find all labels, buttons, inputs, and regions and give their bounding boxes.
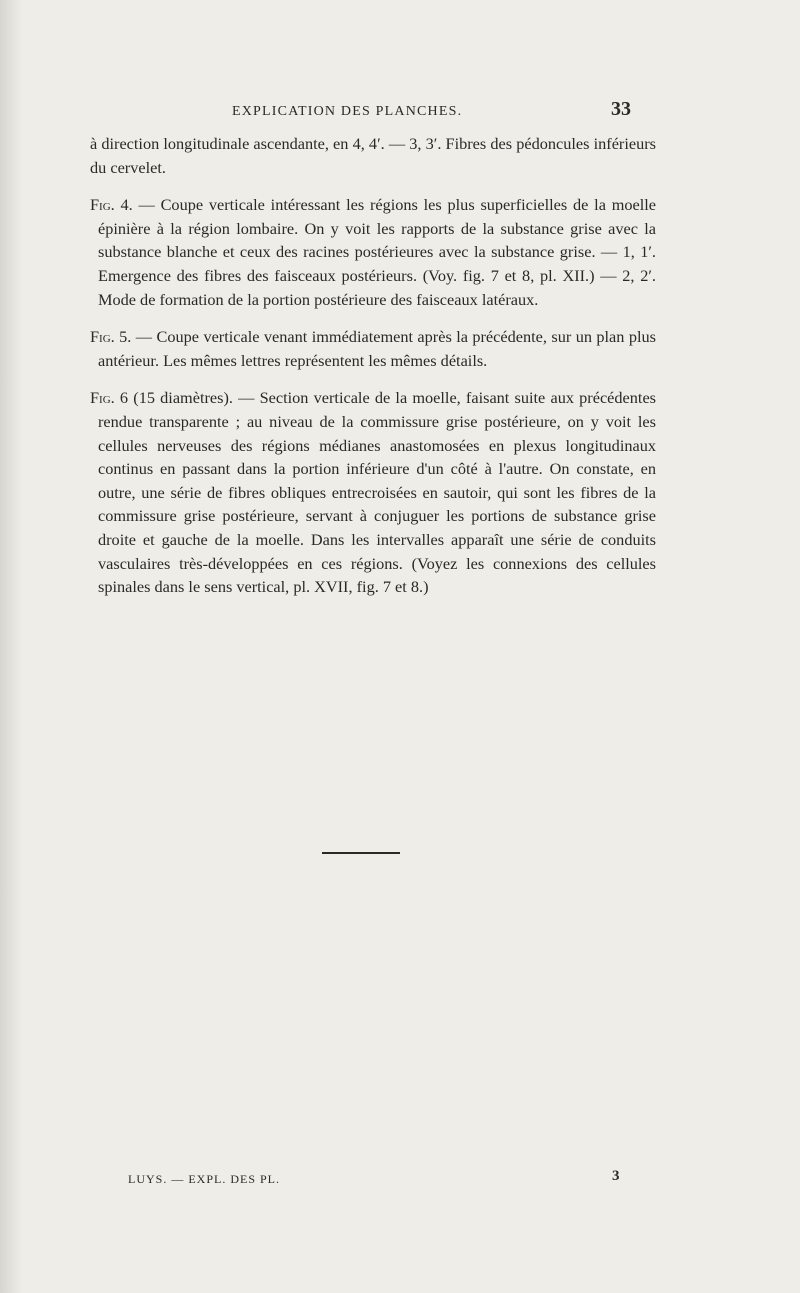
page-footer bbox=[0, 1168, 800, 1192]
figure-6-caption bbox=[82, 386, 656, 598]
figure-4-caption bbox=[82, 193, 656, 311]
continued-paragraph bbox=[82, 132, 656, 179]
figure-label: Fig. 5. bbox=[90, 327, 132, 347]
section-rule bbox=[322, 852, 400, 854]
caption-text: — Coupe verticale venant immédiatement après la précédente, sur un plan plus antérieur. Les mêmes lettres représentent les mêmes détails. bbox=[98, 327, 656, 370]
paragraph-text: à direction longitudinale ascendante, en 4, 4′. — 3, 3′. Fibres des pédoncules inférieurs du cervelet. bbox=[90, 134, 656, 177]
page-number: 33 bbox=[611, 98, 631, 120]
page-body bbox=[82, 132, 656, 613]
caption-text: — Coupe verticale intéressant les régions les plus superficielles de la moelle épinière à la région lombaire. On y voit les rapports de la substance grise avec la substance blanche et ceux des racines postérieures avec la substance grise. — 1, 1′. Emergence des fibres des faisceaux postérieurs. (Voy. fig. 7 et 8, pl. XII.) — 2, 2′. Mode de formation de la portion postérieure des faisceaux latéraux. bbox=[98, 195, 656, 309]
binding-shadow bbox=[0, 0, 22, 1293]
figure-5-caption bbox=[82, 325, 656, 372]
caption-text: (15 diamètres). — Section verticale de la moelle, faisant suite aux précédentes rendue transparente ; au niveau de la commissure grise postérieure, on y voit les cellules nerveuses des régions médianes anastomosées en plexus longitudinaux continus en passant dans la portion inférieure d'un côté à l'autre. On constate, en outre, une série de fibres obliques entrecroisées en sautoir, qui sont les fibres de la commissure grise postérieure, servant à conjuguer les portions de substance grise droite et gauche de la moelle. Dans les intervalles apparaît une série de conduits vasculaires très-développées en ces régions. (Voyez les connexions des cellules spinales dans le sens vertical, pl. XVII, fig. 7 et 8.) bbox=[98, 388, 657, 597]
figure-label: Fig. 6 bbox=[90, 388, 129, 408]
running-head: EXPLICATION DES PLANCHES. bbox=[232, 104, 463, 119]
signature-number: 3 bbox=[612, 1168, 620, 1184]
figure-label: Fig. 4. bbox=[90, 195, 133, 215]
page-header bbox=[0, 98, 800, 128]
printer-signature: LUYS. — EXPL. DES PL. bbox=[128, 1172, 281, 1186]
